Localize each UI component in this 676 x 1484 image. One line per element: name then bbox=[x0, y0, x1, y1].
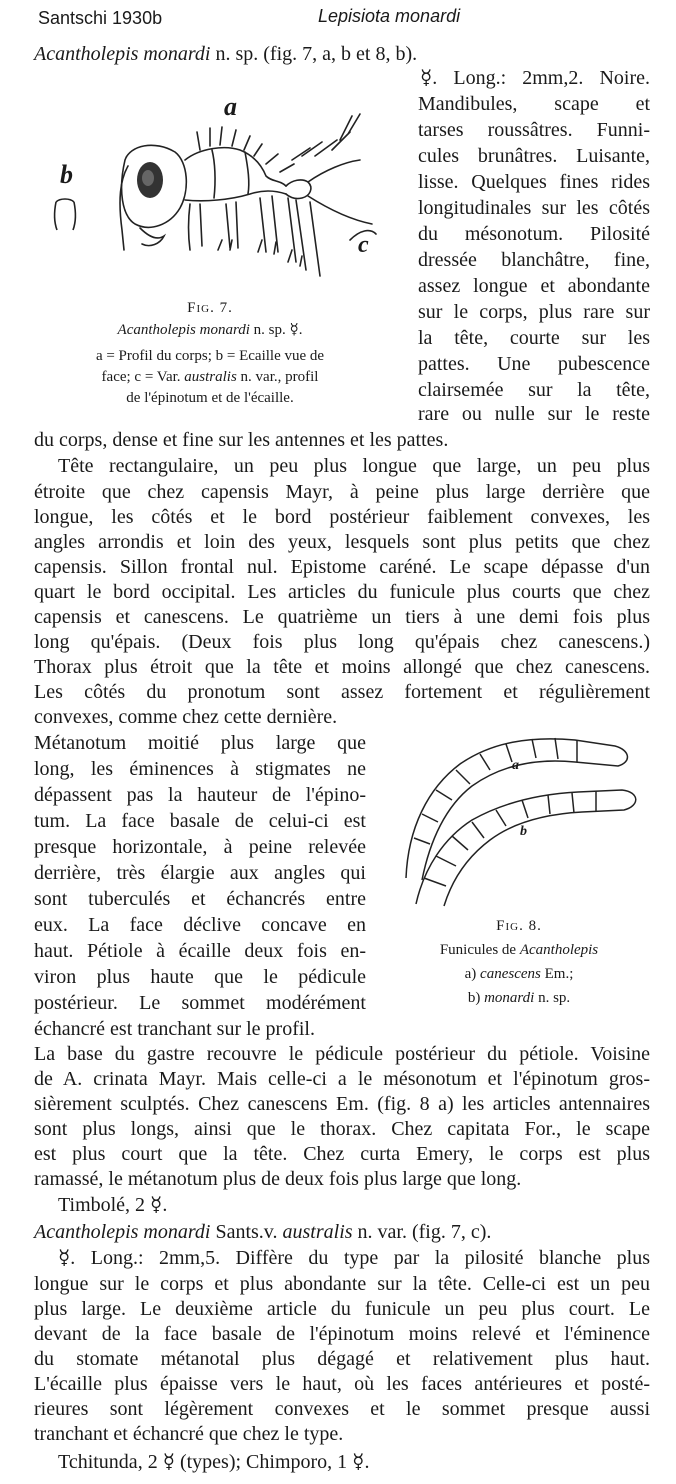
figure-8-caption-title: Fig. 8. bbox=[496, 918, 542, 934]
paragraph-line: étroite que chez capensis Mayr, à peine plus large derrière que bbox=[34, 481, 650, 503]
paragraph-line: long qu'épais. (Deux fois plus long qu'épais chez canescens.) bbox=[34, 631, 650, 653]
figure-8-label-a: a bbox=[512, 758, 519, 773]
right-column-line: clairsemée sur la tête, bbox=[418, 379, 650, 401]
right-column-line: lisse. Quelques fines rides bbox=[418, 171, 650, 193]
paragraph-line: ramassé, le métanotum plus de deux fois plus large que long. bbox=[34, 1168, 522, 1190]
paragraph-line: longue sur le corps et plus abondante sur la tête. Celle-ci est un peu bbox=[34, 1273, 650, 1295]
figure-7-caption-line1: a = Profil du corps; b = Ecaille vue de bbox=[95, 348, 325, 364]
figure-7-label-b: b bbox=[60, 160, 73, 189]
paragraph-line: est plus court que la tête. Chez curta Emery, le corps est plus bbox=[34, 1143, 650, 1165]
species-heading bbox=[34, 42, 417, 66]
figure-7-label-c: c bbox=[358, 232, 369, 258]
variety-heading: Acantholepis monardi Sants.v. australis n. var. (fig. 7, c). bbox=[34, 1221, 492, 1243]
right-column-line: cules brunâtres. Luisante, bbox=[418, 145, 650, 167]
right-column-line: la tête, courte sur les bbox=[418, 327, 650, 349]
paragraph-line: capensis et canescens. Le quatrième un tiers à une demi fois plus bbox=[34, 606, 650, 628]
left-column-line: long, les éminences à stigmates ne bbox=[34, 758, 366, 780]
right-column-line: ☿. Long.: 2mm,2. Noire. bbox=[420, 67, 650, 89]
paragraph-line: quart le bord occipital. Les articles du funicule plus courts que chez bbox=[34, 581, 650, 603]
left-column-line: tum. La face basale de celui-ci est bbox=[34, 810, 366, 832]
locality-line: Tchitunda, 2 ☿ (types); Chimporo, 1 ☿. bbox=[58, 1451, 370, 1473]
left-column-line: presque horizontale, à peine relevée bbox=[34, 836, 366, 858]
left-column-line: haut. Pétiole à écaille deux fois en- bbox=[34, 940, 366, 962]
paragraph-line: devant de la face basale de l'épinotum moins relevé et l'éminence bbox=[34, 1323, 650, 1345]
figure-7-label-a: a bbox=[224, 92, 237, 121]
paragraph-line: Les côtés du pronotum sont assez fortement et régulièrement bbox=[34, 681, 650, 703]
right-column-line: Mandibules, scape et bbox=[418, 93, 650, 115]
figure-8-drawing bbox=[400, 728, 650, 908]
figure-8-caption-line1: Funicules de Acantholepis bbox=[439, 942, 599, 958]
paragraph-line: plus large. Le deuxième article du funicule un peu plus court. Le bbox=[34, 1298, 650, 1320]
right-column-line: sur le corps, plus rare sur bbox=[418, 301, 650, 323]
left-column-line: derrière, très élargie aux angles qui bbox=[34, 862, 366, 884]
paragraph-line: Tête rectangulaire, un peu plus longue que large, un peu plus bbox=[58, 455, 650, 477]
locality-line: Timbolé, 2 ☿. bbox=[58, 1194, 168, 1216]
left-column-line: dépassent pas la hauteur de l'épino- bbox=[34, 784, 366, 806]
left-column-line: postérieur. Le sommet modérément bbox=[34, 992, 366, 1014]
right-column-line: tarses roussâtres. Funni- bbox=[418, 119, 650, 141]
paragraph-line: convexes, comme chez cette dernière. bbox=[34, 706, 338, 728]
paragraph-line: angles arrondis et loin des yeux, lesquels sont plus petits que chez bbox=[34, 531, 650, 553]
paragraph-line: du corps, dense et fine sur les antennes et les pattes. bbox=[34, 429, 449, 451]
figure-7-caption-line2: face; c = Var. australis n. var., profil bbox=[101, 369, 319, 385]
figure-7-caption-line3: de l'épinotum et de l'écaille. bbox=[126, 390, 294, 406]
left-column-line: sont tuberculés et échancrés entre bbox=[34, 888, 366, 910]
paragraph-line: rieures sont légèrement convexes et le sommet presque aussi bbox=[34, 1398, 650, 1420]
paragraph-line: de A. crinata Mayr. Mais celle-ci a le mésonotum et l'épinotum gros- bbox=[34, 1068, 650, 1090]
figure-8-caption-line3: b) monardi n. sp. bbox=[467, 990, 571, 1006]
running-header-left: Santschi 1930b bbox=[38, 8, 163, 28]
paragraph-line: longue, les côtés et le bord postérieur faiblement convexes, les bbox=[34, 506, 650, 528]
paragraph-line: L'écaille plus épaisse vers le haut, où les faces antérieures et posté- bbox=[34, 1373, 650, 1395]
left-column-line: eux. La face déclive concave en bbox=[34, 914, 366, 936]
right-column-line: assez longue et abondante bbox=[418, 275, 650, 297]
figure-7-caption-species: Acantholepis monardi n. sp. ☿. bbox=[117, 322, 303, 338]
species-heading-rest: n. sp. (fig. 7, a, b et 8, b). bbox=[210, 43, 418, 65]
right-column-line: rare ou nulle sur le reste bbox=[418, 403, 650, 425]
paragraph-line: Thorax plus étroit que la tête et moins allongé que chez canescens. bbox=[34, 656, 650, 678]
running-header-right: Lepisiota monardi bbox=[318, 6, 461, 26]
right-column-line: pattes. Une pubescence bbox=[418, 353, 650, 375]
figure-7-caption-title: Fig. 7. bbox=[187, 300, 233, 316]
right-column-line: longitudinales sur les côtés bbox=[418, 197, 650, 219]
right-column-line: dressée blanchâtre, fine, bbox=[418, 249, 650, 271]
figure-8-caption-line2: a) canescens Em.; bbox=[464, 966, 574, 982]
paragraph-line: tranchant et échancré que chez le type. bbox=[34, 1423, 344, 1445]
left-column-line: viron plus haute que le pédicule bbox=[34, 966, 366, 988]
paragraph-line: sont plus longs, ainsi que le thorax. Chez capitata For., le scape bbox=[34, 1118, 650, 1140]
paragraph-line: capensis. Sillon frontal nul. Epistome caréné. Le scape dépasse d'un bbox=[34, 556, 650, 578]
paragraph-line: du stomate métanotal plus dégagé et relativement plus haut. bbox=[34, 1348, 650, 1370]
left-column-line: Métanotum moitié plus large que bbox=[34, 732, 366, 754]
paragraph-line: ☿. Long.: 2mm,5. Diffère du type par la pilosité blanche plus bbox=[58, 1247, 650, 1269]
figure-8-label-b: b bbox=[520, 824, 527, 839]
paragraph-line: La base du gastre recouvre le pédicule postérieur du pétiole. Voisine bbox=[34, 1043, 650, 1065]
figure-7-drawing bbox=[40, 90, 380, 290]
paragraph-line: sièrement sculptés. Chez canescens Em. (fig. 8 a) les articles antennaires bbox=[34, 1093, 650, 1115]
right-column-line: du mésonotum. Pilosité bbox=[418, 223, 650, 245]
species-name: Acantholepis monardi bbox=[34, 43, 211, 65]
left-column-line: échancré est tranchant sur le profil. bbox=[34, 1018, 315, 1040]
